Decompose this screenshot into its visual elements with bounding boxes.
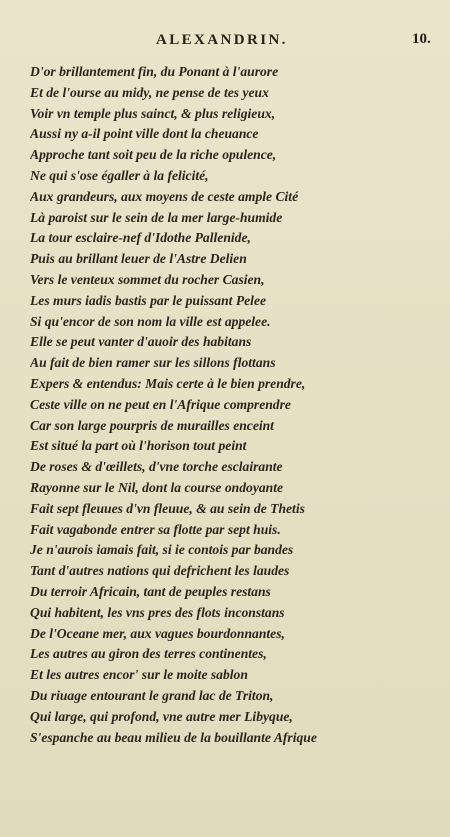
verse-line: Et les autres encor' sur le moite sablon — [30, 667, 248, 683]
page-number: 10. — [412, 31, 431, 47]
verse-line: Tant d'autres nations qui defrichent les laudes — [30, 563, 290, 579]
verse-line: La tour esclaire-nef d'Idothe Pallenide, — [30, 230, 251, 246]
verse-line: Du terroir Africain, tant de peuples restans — [30, 583, 271, 599]
verse-line: Et de l'ourse au midy, ne pense de tes yeux — [30, 84, 269, 100]
running-head — [0, 32, 450, 58]
verse-line: Ne qui s'ose égaller à la felicité, — [30, 167, 209, 183]
verse-line: Là paroist sur le sein de la mer large-humide — [30, 209, 283, 225]
verse-line: Ceste ville on ne peut en l'Afrique comprendre — [30, 396, 291, 412]
verse-line: Aux grandeurs, aux moyens de ceste ample Cité — [30, 188, 299, 204]
verse-line: D'or brillantement fin, du Ponant à l'aurore — [30, 64, 279, 79]
verse-line: Approche tant soit peu de la riche opulence, — [30, 147, 277, 163]
verse-line: Vers le venteux sommet du rocher Casien, — [30, 271, 265, 287]
verse-line: De roses & d'œillets, d'vne torche esclairante — [30, 459, 283, 475]
verse-line: Si qu'encor de son nom la ville est appelee. — [30, 313, 271, 329]
verse-line: Je n'aurois iamais fait, si ie contois par bandes — [30, 542, 294, 558]
running-title: ALEXANDRIN. — [156, 32, 288, 48]
poem-text — [30, 62, 440, 748]
verse-line: Qui large, qui profond, vne autre mer Libyque, — [30, 708, 293, 724]
verse-line: Du riuage entourant le grand lac de Triton, — [30, 687, 274, 703]
verse-line: Les murs iadis bastis par le puissant Pelee — [30, 292, 267, 308]
verse-line: Puis au brillant leuer de l'Astre Delien — [30, 251, 247, 267]
verse-line: Les autres au giron des terres continentes, — [30, 646, 267, 662]
verse-line: Qui habitent, les vns pres des flots inconstans — [30, 604, 285, 620]
verse-line: Rayonne sur le Nil, dont la course ondoyante — [30, 479, 284, 495]
verse-line: Elle se peut vanter d'auoir des habitans — [30, 334, 252, 350]
verse-line: De l'Oceane mer, aux vagues bourdonnantes, — [30, 625, 285, 641]
verse-line: Voir vn temple plus sainct, & plus religieux, — [30, 105, 276, 121]
verse-line: Au fait de bien ramer sur les sillons flottans — [30, 355, 276, 371]
verse-line: Fait sept fleuues d'vn fleuue, & au sein de Thetis — [30, 500, 305, 516]
verse-line: Est situé la part où l'horison tout peint — [30, 438, 247, 454]
verse-line: Fait vagabonde entrer sa flotte par sept huis. — [30, 521, 281, 537]
verse-line: Expers & entendus: Mais certe à le bien prendre, — [30, 375, 306, 391]
verse-line: Aussi ny a-il point ville dont la cheuance — [30, 126, 259, 142]
verse-line: S'espanche au beau milieu de la bouillante Afrique — [30, 729, 317, 745]
verse-line: Car son large pourpris de murailles enceint — [30, 417, 274, 433]
